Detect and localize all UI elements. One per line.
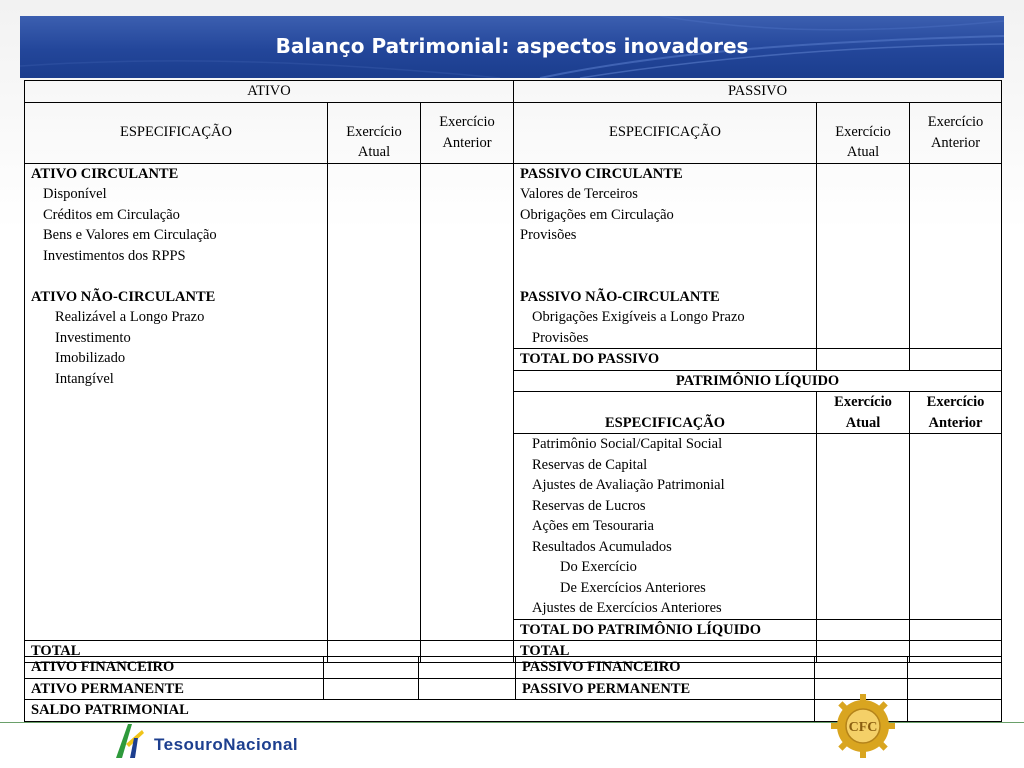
ativo-items-cell [25,163,328,641]
page-title: Balanço Patrimonial: aspectos inovadores [275,34,749,58]
ativo-spacer [31,266,321,287]
total-passivo-pl-label: TOTAL [514,641,817,663]
tesouro-nacional-emblem-icon [112,720,148,760]
ativo-permanente-label: ATIVO PERMANENTE [25,678,324,700]
total-ativo-label: TOTAL [25,641,328,663]
passivo-atual-cell [817,163,910,349]
ativo-item: Créditos em Circulação [43,206,180,223]
passivo-item: PASSIVO NÃO-CIRCULANTE [520,288,720,305]
ativo-col-especificacao: ESPECIFICAÇÃO [25,102,328,163]
ativo-item: Disponível [43,186,107,202]
pl-col-exercicio-anterior: Exercício Anterior [910,392,1002,434]
tesouro-nacional-logo-text: TesouroNacional [154,735,299,754]
passivo-anterior-cell [910,163,1002,349]
pl-item: Do Exercício [560,559,637,575]
total-passivo-label: TOTAL DO PASSIVO [514,349,817,371]
ativo-financeiro-atual [324,657,419,679]
passivo-spacer [520,266,810,287]
ativo-item: Bens e Valores em Circulação [43,227,217,243]
saldo-patrimonial-label: SALDO PATRIMONIAL [25,700,815,722]
pl-item: Reservas de Lucros [532,497,646,514]
passivo-items-cell [514,163,817,349]
cfc-seal-icon [830,693,896,759]
cfc-seal-text: CFC [848,720,878,735]
passivo-col-exercicio-atual: Exercício Atual [817,102,910,163]
saldo-patrimonial-anterior [908,700,1002,722]
pl-item: Resultados Acumulados [532,538,672,555]
pl-item: Ajustes de Exercícios Anteriores [532,600,722,616]
ativo-financeiro-label: ATIVO FINANCEIRO [25,657,324,679]
pl-col-especificacao: ESPECIFICAÇÃO [514,392,817,434]
balance-sheet-table [24,80,1002,663]
passivo-item: Valores de Terceiros [520,186,638,202]
ativo-financeiro-anterior [419,657,516,679]
passivo-financeiro-label: PASSIVO FINANCEIRO [516,657,815,679]
total-pl-atual [817,619,910,641]
ativo-item: Realizável a Longo Prazo [55,309,205,325]
title-banner [20,16,1004,78]
ativo-col-exercicio-atual: Exercício Atual [328,102,421,163]
ativo-item: Investimento [55,329,131,346]
total-pl-label: TOTAL DO PATRIMÔNIO LÍQUIDO [514,619,817,641]
passivo-financeiro-atual [815,657,908,679]
passivo-item: Provisões [532,329,589,346]
pl-heading: PATRIMÔNIO LÍQUIDO [514,370,1002,392]
passivo-item: Obrigações Exigíveis a Longo Prazo [532,309,745,325]
passivo-financeiro-anterior [908,657,1002,679]
ativo-atual-cell [328,163,421,641]
total-passivo-atual [817,349,910,371]
ativo-permanente-atual [324,678,419,700]
ativo-permanente-anterior [419,678,516,700]
total-pl-anterior [910,619,1002,641]
tesouro-nacional-logo [112,718,298,762]
passivo-col-especificacao: ESPECIFICAÇÃO [514,102,817,163]
ativo-col-exercicio-anterior: Exercício Anterior [421,102,514,163]
passivo-item: PASSIVO CIRCULANTE [520,165,683,182]
ativo-item: Intangível [55,370,114,387]
ativo-anterior-cell [421,163,514,641]
total-passivo-anterior [910,349,1002,371]
passivo-permanente-anterior [908,678,1002,700]
pl-col-exercicio-atual: Exercício Atual [817,392,910,434]
passivo-spacer [520,246,810,267]
ativo-item: Investimentos dos RPPS [43,247,186,264]
passivo-col-exercicio-anterior: Exercício Anterior [910,102,1002,163]
ativo-item: ATIVO CIRCULANTE [31,165,179,182]
ativo-item: ATIVO NÃO-CIRCULANTE [31,288,216,305]
passivo-item: Obrigações em Circulação [520,206,674,223]
pl-atual-cell [817,434,910,620]
ativo-heading: ATIVO [25,81,514,103]
pl-anterior-cell [910,434,1002,620]
pl-item: Reservas de Capital [532,456,648,473]
passivo-permanente-label: PASSIVO PERMANENTE [516,678,815,700]
pl-items-cell [514,434,817,620]
pl-item: Patrimônio Social/Capital Social [532,436,723,452]
pl-item: De Exercícios Anteriores [560,579,706,596]
pl-item: Ajustes de Avaliação Patrimonial [532,477,725,493]
passivo-heading: PASSIVO [514,81,1002,103]
passivo-item: Provisões [520,227,577,243]
pl-item: Ações em Tesouraria [532,518,654,534]
ativo-item: Imobilizado [55,350,126,366]
